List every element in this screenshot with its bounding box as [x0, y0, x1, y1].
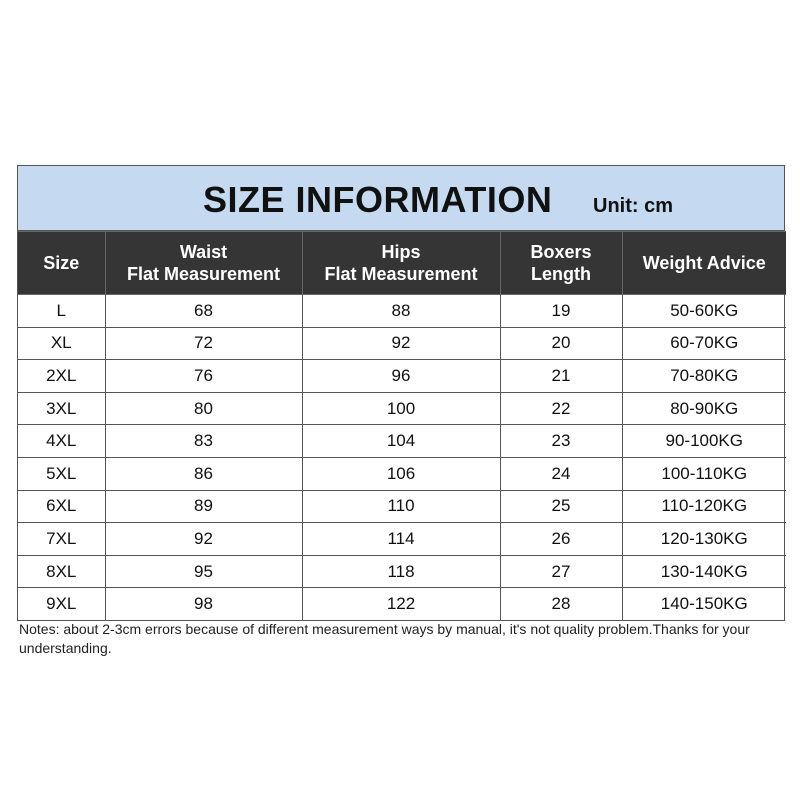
table-cell: 28: [500, 588, 622, 620]
column-header-line2: Flat Measurement: [324, 264, 478, 284]
table-cell: 106: [302, 457, 500, 490]
table-cell: 80-90KG: [622, 392, 786, 425]
table-cell: 8XL: [18, 555, 105, 588]
table-cell: 100: [302, 392, 500, 425]
table-cell: 26: [500, 523, 622, 556]
table-cell: 19: [500, 295, 622, 328]
table-header: [18, 232, 786, 295]
notes-text: Notes: about 2-3cm errors because of different measurement ways by manual, it's not quality problem.Thanks for your understanding.: [19, 621, 750, 656]
table-row: [18, 392, 786, 425]
table-cell: L: [18, 295, 105, 328]
size-chart: [17, 165, 785, 621]
column-header-line1: Boxers: [530, 242, 592, 262]
table-cell: 25: [500, 490, 622, 523]
table-row: [18, 360, 786, 393]
table-cell: 95: [105, 555, 302, 588]
table-cell: 83: [105, 425, 302, 458]
column-header-line1: Waist: [179, 242, 228, 262]
table-cell: 110-120KG: [622, 490, 786, 523]
table-cell: 22: [500, 392, 622, 425]
table-row: [18, 523, 786, 556]
chart-title: SIZE INFORMATION: [203, 179, 553, 220]
table-cell: 130-140KG: [622, 555, 786, 588]
table-cell: 86: [105, 457, 302, 490]
title-banner: [18, 166, 784, 231]
table-cell: 90-100KG: [622, 425, 786, 458]
table-cell: 4XL: [18, 425, 105, 458]
table-body: [18, 295, 786, 620]
column-header-line1: Size: [43, 253, 80, 273]
column-header-line2: Length: [531, 264, 591, 284]
table-row: [18, 490, 786, 523]
table-cell: 122: [302, 588, 500, 620]
column-header: [500, 232, 622, 295]
table-cell: 114: [302, 523, 500, 556]
table-cell: 76: [105, 360, 302, 393]
table-cell: 96: [302, 360, 500, 393]
column-header: [622, 232, 786, 295]
table-row: [18, 555, 786, 588]
table-cell: 23: [500, 425, 622, 458]
table-cell: 21: [500, 360, 622, 393]
table-row: [18, 457, 786, 490]
table-cell: 50-60KG: [622, 295, 786, 328]
table-cell: 118: [302, 555, 500, 588]
table-cell: 60-70KG: [622, 327, 786, 360]
table-cell: 20: [500, 327, 622, 360]
table-cell: 140-150KG: [622, 588, 786, 620]
table-cell: 89: [105, 490, 302, 523]
table-row: [18, 295, 786, 328]
table-cell: 68: [105, 295, 302, 328]
table-cell: 100-110KG: [622, 457, 786, 490]
table-cell: 110: [302, 490, 500, 523]
table-cell: 72: [105, 327, 302, 360]
table-cell: 92: [105, 523, 302, 556]
table-cell: 92: [302, 327, 500, 360]
column-header: [105, 232, 302, 295]
column-header-line2: Flat Measurement: [126, 264, 281, 284]
column-header-line1: Weight Advice: [642, 253, 766, 273]
table-cell: 70-80KG: [622, 360, 786, 393]
table-row: [18, 327, 786, 360]
table-cell: 2XL: [18, 360, 105, 393]
table-cell: 27: [500, 555, 622, 588]
table-cell: 7XL: [18, 523, 105, 556]
table-cell: 120-130KG: [622, 523, 786, 556]
table-cell: 80: [105, 392, 302, 425]
table-cell: XL: [18, 327, 105, 360]
table-cell: 5XL: [18, 457, 105, 490]
table-cell: 24: [500, 457, 622, 490]
table-cell: 98: [105, 588, 302, 620]
table-cell: 3XL: [18, 392, 105, 425]
column-header: [18, 232, 105, 295]
column-header: [302, 232, 500, 295]
table-row: [18, 425, 786, 458]
table-cell: 104: [302, 425, 500, 458]
unit-label: Unit: cm: [593, 195, 673, 217]
header-row: [18, 232, 786, 295]
table-cell: 88: [302, 295, 500, 328]
table-cell: 9XL: [18, 588, 105, 620]
column-header-line1: Hips: [381, 242, 421, 262]
size-table: [18, 231, 786, 620]
table-row: [18, 588, 786, 620]
table-cell: 6XL: [18, 490, 105, 523]
